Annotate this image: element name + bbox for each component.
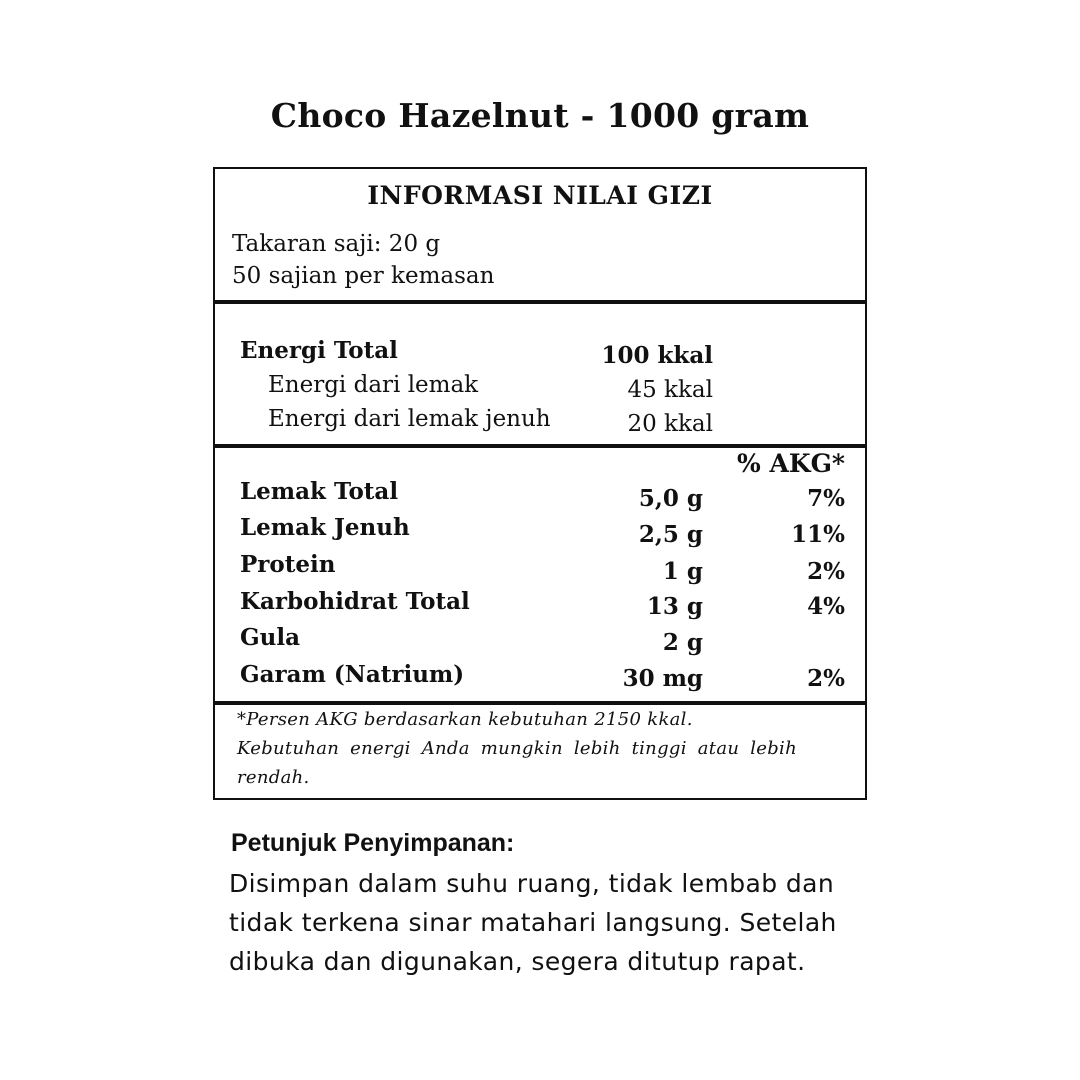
nutrient-row xyxy=(215,478,865,512)
nutrient-row xyxy=(215,624,865,658)
nutrient-amount: 2,5 g xyxy=(638,521,703,548)
nutrient-amount: 1 g xyxy=(662,558,703,585)
footnote-line: *Persen AKG berdasarkan kebutuhan 2150 kkal. xyxy=(237,709,693,730)
serving-size: Takaran saji: 20 g xyxy=(232,231,441,257)
nutrient-label: Lemak Jenuh xyxy=(240,514,410,541)
akg-footnote xyxy=(237,705,797,792)
energy-sat-fat-row xyxy=(215,406,865,440)
energy-label: Energi dari lemak jenuh xyxy=(268,406,551,432)
footnote-line: Kebutuhan energi Anda mungkin lebih tinggi atau lebih rendah. xyxy=(237,738,797,788)
nutrient-label: Lemak Total xyxy=(240,478,399,505)
energy-total-row xyxy=(215,337,865,371)
nutrient-akg: 7% xyxy=(807,485,845,512)
nutrient-amount: 30 mg xyxy=(622,665,703,692)
nutrient-akg: 11% xyxy=(791,521,845,548)
servings-per-pack: 50 sajian per kemasan xyxy=(232,263,495,289)
energy-label: Energi Total xyxy=(240,337,398,364)
divider-rule xyxy=(215,300,865,304)
nutrient-label: Karbohidrat Total xyxy=(240,588,470,615)
energy-fat-row xyxy=(215,372,865,406)
divider-rule xyxy=(215,444,865,448)
nutrient-row xyxy=(215,514,865,548)
energy-amount: 20 kkal xyxy=(627,411,713,437)
nutrient-akg: 2% xyxy=(807,558,845,585)
energy-amount: 45 kkal xyxy=(627,377,713,403)
nutrient-row xyxy=(215,661,865,695)
energy-label: Energi dari lemak xyxy=(268,372,479,398)
nutrient-row xyxy=(215,588,865,622)
nutrient-akg: 4% xyxy=(807,593,845,620)
nutrition-facts-panel xyxy=(213,167,867,800)
nutrient-amount: 13 g xyxy=(646,593,703,620)
nutrient-label: Gula xyxy=(240,624,301,651)
nutrient-row xyxy=(215,551,865,585)
storage-text: Disimpan dalam suhu ruang, tidak lembab dan tidak terkena sinar matahari langsung. Setelah dibuka dan digunakan, segera ditutup rapat. xyxy=(229,869,837,976)
nutrient-amount: 5,0 g xyxy=(638,485,703,512)
akg-header: % AKG* xyxy=(736,449,845,478)
energy-amount: 100 kkal xyxy=(601,342,713,369)
storage-title: Petunjuk Penyimpanan: xyxy=(231,829,515,857)
nutrient-label: Protein xyxy=(240,551,336,578)
nutrient-akg: 2% xyxy=(807,665,845,692)
nutrient-label: Garam (Natrium) xyxy=(240,661,465,688)
product-title: Choco Hazelnut - 1000 gram xyxy=(270,96,810,135)
panel-title: INFORMASI NILAI GIZI xyxy=(367,181,713,210)
nutrient-amount: 2 g xyxy=(662,629,703,656)
